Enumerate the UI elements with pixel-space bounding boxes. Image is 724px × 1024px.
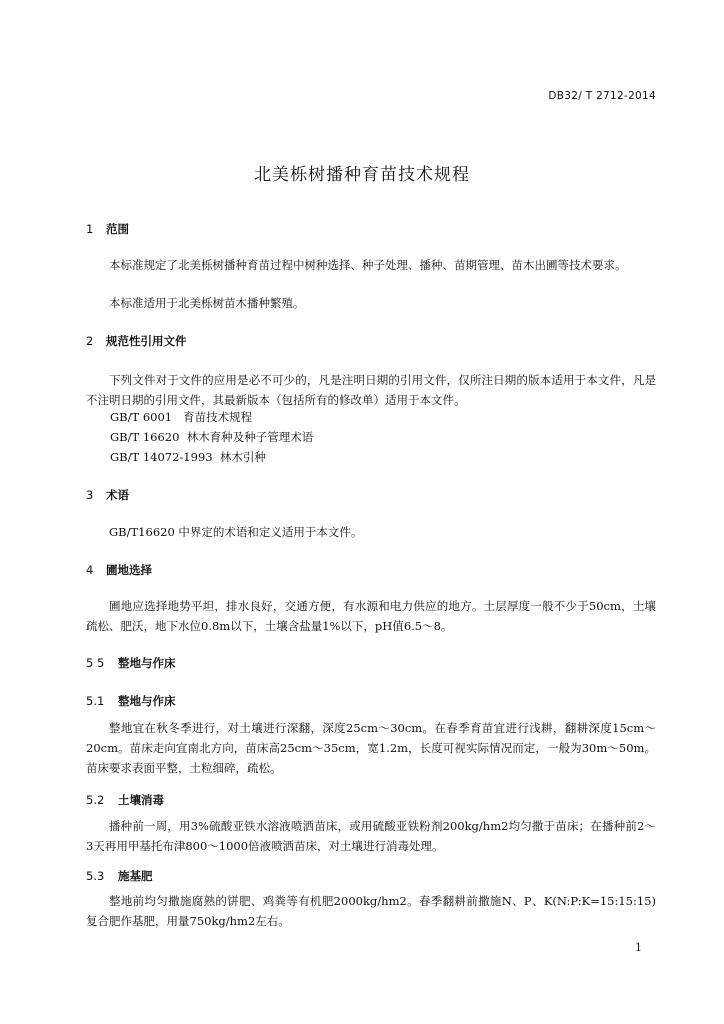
section-title: 施基肥 xyxy=(118,869,153,883)
document-title: 北美栎树播种育苗技术规程 xyxy=(254,165,470,185)
section-2-heading xyxy=(86,333,187,349)
section-3-heading xyxy=(86,487,129,503)
section-title: 圃地选择 xyxy=(106,563,152,577)
reference-item: GB/T 14072-1993 林木引种 xyxy=(110,450,266,464)
section-4-paragraph-1: 圃地应选择地势平坦，排水良好，交通方便，有水源和电力供应的地方。土层厚度一般不少于50cm，土壤疏松、肥沃，地下水位0.8m以下，土壤含盐量1%以下，pH值6.5～8。 xyxy=(86,599,656,633)
section-5-1-heading xyxy=(86,693,176,709)
page-number: 1 xyxy=(635,941,642,954)
section-2-paragraph-1: 下列文件对于文件的应用是必不可少的，凡是注明日期的引用文件，仅所注日期的版本适用于本文件，凡是不注明日期的引用文件，其最新版本（包括所有的修改单）适用于本文件。 xyxy=(86,373,656,407)
section-5-2-heading xyxy=(86,792,164,808)
document-code: DB32/ T 2712-2014 xyxy=(548,90,656,102)
section-number: 2 xyxy=(86,334,94,348)
section-5-3-heading xyxy=(86,868,153,884)
section-number: 5.2 xyxy=(86,793,105,807)
section-1-heading xyxy=(86,221,129,237)
section-title: 整地与作床 xyxy=(118,656,176,670)
section-title: 术语 xyxy=(106,488,129,502)
section-3-paragraph-1: GB/T16620 中界定的术语和定义适用于本文件。 xyxy=(109,525,363,539)
section-5-1-paragraph-1: 整地宜在秋冬季进行，对土壤进行深翻，深度25cm～30cm。在春季育苗宜进行浅耕，翻耕深度15cm～20cm。苗床走向宜南北方向，苗床高25cm～35cm，宽1.2m，长度可视实际情况而定，一般为30m～50m。苗床要求表面平整，土粒细碎，疏松。 xyxy=(86,721,656,775)
section-4-heading xyxy=(86,562,152,578)
section-title: 范围 xyxy=(106,222,129,236)
section-title: 整地与作床 xyxy=(118,694,176,708)
section-title: 规范性引用文件 xyxy=(106,334,187,348)
section-title: 土壤消毒 xyxy=(118,793,164,807)
section-1-paragraph-1: 本标准规定了北美栎树播种育苗过程中树种选择、种子处理、播种、苗期管理、苗木出圃等技术要求。 xyxy=(109,258,627,272)
section-number: 5 5 xyxy=(86,656,105,670)
section-number: 3 xyxy=(86,488,94,502)
reference-item: GB/T 6001 育苗技术规程 xyxy=(110,410,253,424)
section-number: 5.3 xyxy=(86,869,105,883)
section-1-paragraph-2: 本标准适用于北美栎树苗木播种繁殖。 xyxy=(109,296,305,310)
section-5-heading xyxy=(86,655,176,671)
section-number: 5.1 xyxy=(86,694,105,708)
section-number: 1 xyxy=(86,222,94,236)
section-5-3-paragraph-1: 整地前均匀撒施腐熟的饼肥、鸡粪等有机肥2000kg/hm2。春季翻耕前撒施N、P、K(N:P:K=15:15:15)复合肥作基肥，用量750kg/hm2左右。 xyxy=(86,894,656,928)
section-number: 4 xyxy=(86,563,94,577)
reference-item: GB/T 16620 林木育种及种子管理术语 xyxy=(110,430,314,444)
section-5-2-paragraph-1: 播种前一周，用3%硫酸亚铁水溶液喷洒苗床，或用硫酸亚铁粉剂200kg/hm2均匀撒于苗床；在播种前2～3天再用甲基托布津800～1000倍液喷洒苗床，对土壤进行消毒处理。 xyxy=(86,819,656,853)
